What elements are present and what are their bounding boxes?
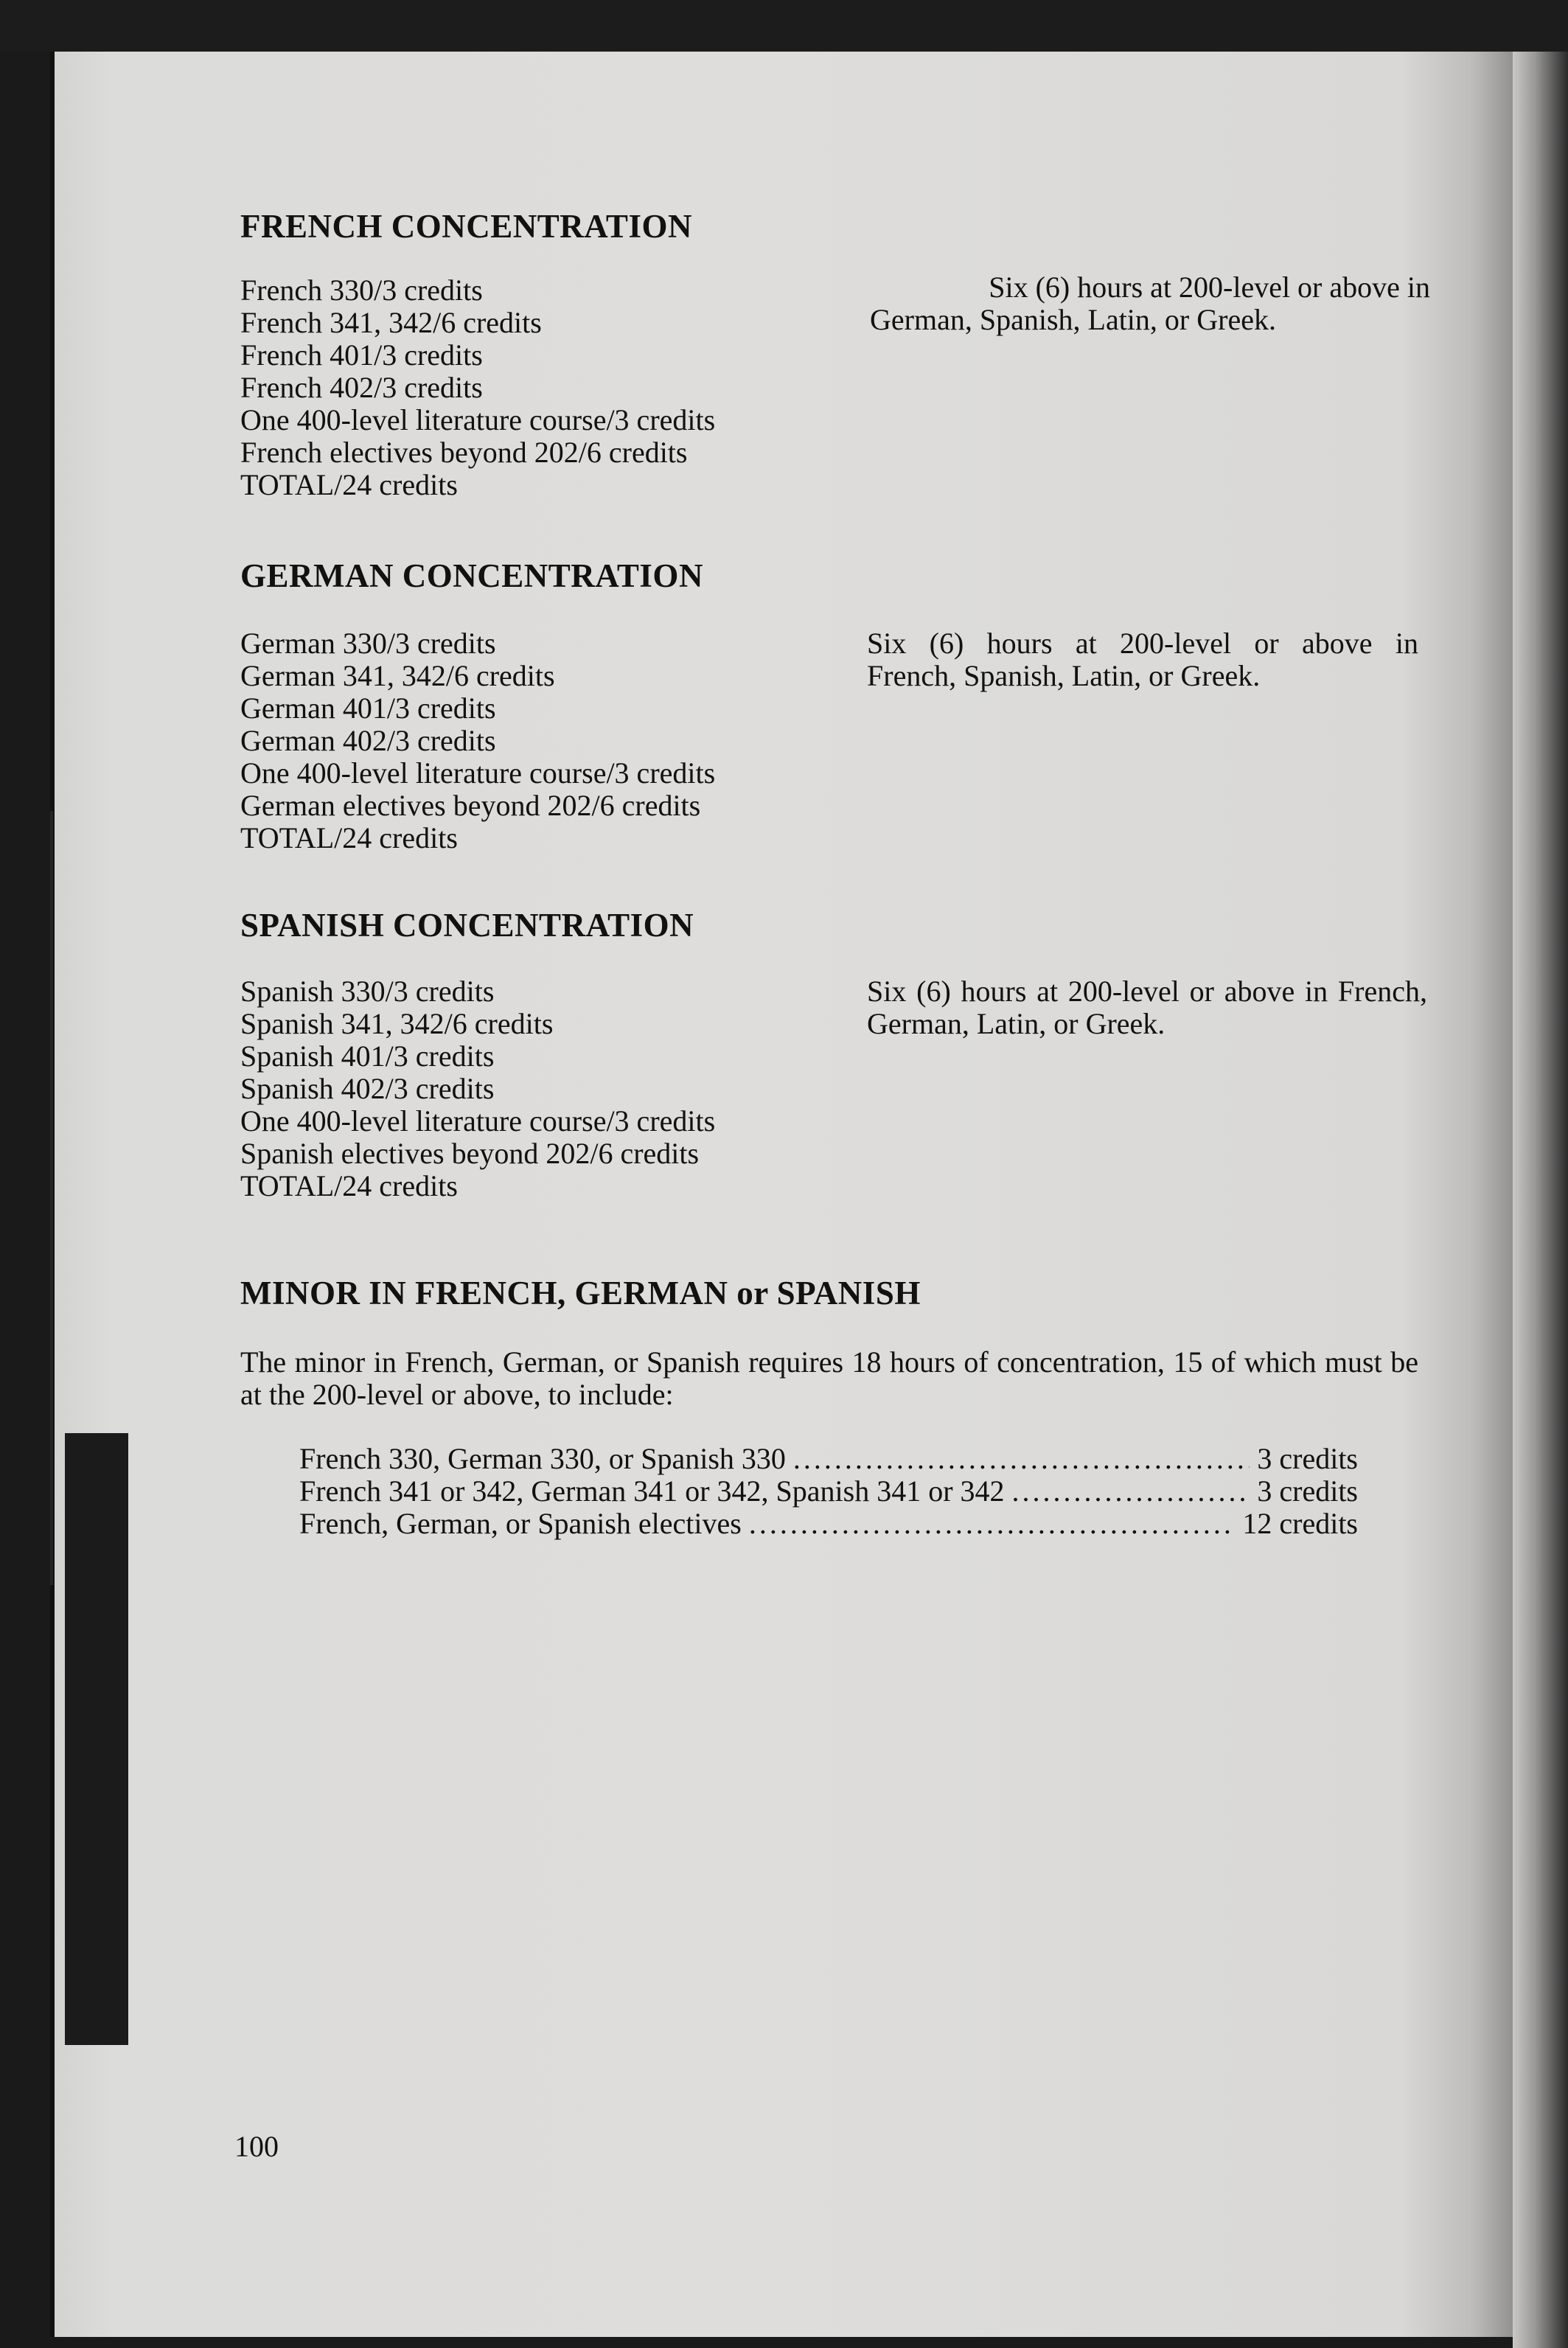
list-item: TOTAL/24 credits — [240, 1169, 458, 1202]
binding-edge — [50, 811, 60, 1585]
dot-leader — [1012, 1475, 1250, 1508]
list-item: French 402/3 credits — [240, 371, 483, 404]
note-line: Six (6) hours at 200-level or above in — [867, 627, 1418, 660]
course-label: French 341 or 342, German 341 or 342, Spanish 341 or 342 — [299, 1474, 1005, 1508]
list-item: Spanish 341, 342/6 credits — [240, 1007, 554, 1040]
list-item: French 330/3 credits — [240, 274, 483, 307]
table-row — [299, 1475, 1358, 1508]
scanner-background-top — [0, 0, 1568, 52]
list-item: One 400-level literature course/3 credits — [240, 1104, 716, 1138]
list-item: TOTAL/24 credits — [240, 468, 458, 501]
list-item: Spanish electives beyond 202/6 credits — [240, 1137, 700, 1170]
minor-intro-paragraph: The minor in French, German, or Spanish requires 18 hours of concentration, 15 of which must be at the 200-level or above, to include: — [240, 1345, 1418, 1411]
dot-leader — [749, 1508, 1236, 1540]
table-row — [299, 1508, 1358, 1540]
credits-value: 3 credits — [1257, 1474, 1358, 1508]
course-label: French, German, or Spanish electives — [299, 1507, 742, 1540]
thumb-index-tab — [65, 1433, 128, 2045]
french-supporting-note — [870, 271, 1430, 336]
list-item: French 401/3 credits — [240, 338, 483, 372]
list-item: Spanish 402/3 credits — [240, 1072, 495, 1105]
list-item: German 341, 342/6 credits — [240, 659, 555, 692]
credits-value: 12 credits — [1242, 1507, 1358, 1540]
credits-value: 3 credits — [1257, 1442, 1358, 1475]
list-item: German 330/3 credits — [240, 627, 496, 660]
french-requirements-list — [240, 274, 715, 501]
list-item: One 400-level literature course/3 credits — [240, 403, 716, 436]
list-item: French electives beyond 202/6 credits — [240, 436, 688, 469]
course-label: French 330, German 330, or Spanish 330 — [299, 1442, 786, 1475]
list-item: German electives beyond 202/6 credits — [240, 789, 701, 822]
list-item: Spanish 401/3 credits — [240, 1039, 495, 1073]
page-edge-shadow — [1513, 52, 1568, 2348]
page-number: 100 — [234, 2130, 279, 2163]
list-item: TOTAL/24 credits — [240, 821, 458, 854]
german-supporting-note — [867, 627, 1418, 692]
german-requirements-list — [240, 627, 715, 854]
note-line: French, Spanish, Latin, or Greek. — [867, 659, 1261, 692]
note-line: Six (6) hours at 200-level or above in — [989, 271, 1430, 304]
list-item: One 400-level literature course/3 credits — [240, 756, 716, 790]
minor-requirements-table — [299, 1443, 1358, 1540]
dot-leader — [793, 1443, 1250, 1475]
german-concentration-heading: GERMAN CONCENTRATION — [240, 557, 703, 594]
french-concentration-heading: FRENCH CONCENTRATION — [240, 208, 692, 245]
note-line: Six (6) hours at 200-level or above in French, — [867, 975, 1427, 1008]
spanish-supporting-note — [867, 975, 1427, 1040]
spanish-requirements-list — [240, 975, 715, 1202]
table-row — [299, 1443, 1358, 1475]
list-item: German 402/3 credits — [240, 724, 496, 757]
note-line: German, Latin, or Greek. — [867, 1007, 1165, 1040]
list-item: German 401/3 credits — [240, 691, 496, 725]
spanish-concentration-heading: SPANISH CONCENTRATION — [240, 907, 694, 944]
note-line: German, Spanish, Latin, or Greek. — [870, 303, 1276, 336]
list-item: Spanish 330/3 credits — [240, 975, 495, 1008]
minor-heading: MINOR IN FRENCH, GERMAN or SPANISH — [240, 1275, 921, 1311]
list-item: French 341, 342/6 credits — [240, 306, 542, 339]
